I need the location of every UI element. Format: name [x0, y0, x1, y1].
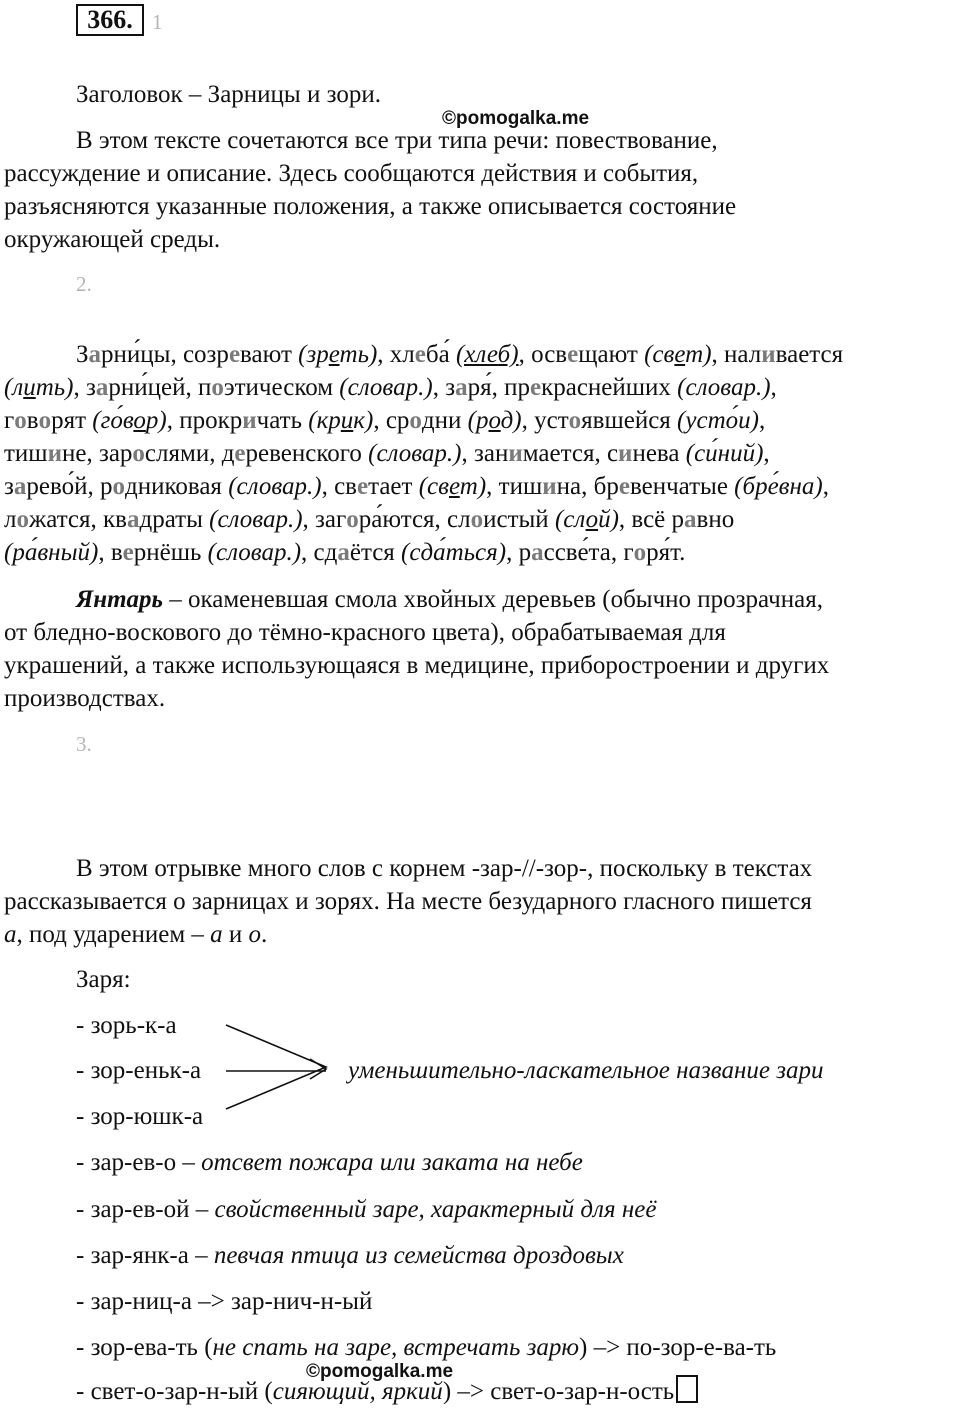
item-zaryanka: - зар-янк-а – певчая птица из семейства дроздовых: [76, 1242, 624, 1269]
part3-label: 3.: [76, 732, 92, 756]
watermark-bottom: ©pomogalka.me: [306, 1361, 454, 1382]
item-zarevoy: - зар-ев-ой – свойственный заре, характерный для неё: [76, 1196, 657, 1223]
item-zarnitsa: - зар-ниц-а –> зар-нич-н-ый: [76, 1288, 373, 1315]
analysis-line-2: (лить), зарни́цей, поэтическом (словар.), заря́, прекраснейших (словар.),: [4, 374, 777, 401]
part1-line-1: В этом тексте сочетаются все три типа речи: повествование,: [76, 127, 718, 154]
analysis-line-7: (ра́вный), вернёшь (словар.), сдаётся (сда́ться), рассве́та, горя́т.: [4, 539, 686, 566]
group-bracket-arrow: [222, 1015, 342, 1119]
analysis-line-5: зарево́й, родниковая (словар.), светает (свет), тишина, бревенчатые (бре́вна),: [4, 473, 829, 500]
group-item-1: - зорь-к-а: [76, 1012, 177, 1039]
zarya-label: Заря:: [76, 966, 131, 993]
item-zorevat: - зор-ева-ть (не спать на заре, встречать зарю) –> по-зор-е-ва-ть: [76, 1334, 777, 1361]
group-item-2: - зор-еньк-а: [76, 1057, 202, 1084]
amber-line-3: украшений, а также использующаяся в медицине, приборостроении и других: [4, 652, 830, 679]
analysis-line-1: Зарни́цы, созревают (зреть), хлеба́ (хлеб), освещают (свет), наливается: [76, 341, 844, 368]
item-svetozar: - свет-о-зар-н-ый (сияющий, яркий) –> свет-о-зар-н-ость: [76, 1375, 698, 1408]
amber-line-4: производствах.: [4, 685, 166, 712]
analysis-line-3: говорят (го́вор), прокричать (крик), сродни (род), устоявшейся (усто́и),: [4, 407, 766, 434]
part3-line-1: В этом отрывке много слов с корнем -зар-//-зор-, поскольку в текстах: [76, 855, 813, 882]
part1-line-2: рассуждение и описание. Здесь сообщаются действия и события,: [4, 160, 699, 187]
part2-label: 2.: [76, 272, 92, 296]
part1-line-3: разъясняются указанные положения, а также описывается состояние: [4, 193, 737, 220]
amber-line-2: от бледно-воскового до тёмно-красного цвета), обрабатываемая для: [4, 619, 726, 646]
task-number: 366.: [76, 4, 144, 36]
amber-line-1: Янтарь – окаменевшая смола хвойных деревьев (обычно прозрачная,: [76, 586, 823, 613]
part1-label: 1: [152, 10, 163, 34]
part3-line-3: а, под ударением – а и о.: [4, 921, 268, 948]
end-box-icon: [676, 1375, 698, 1403]
item-zarevo: - зар-ев-о – отсвет пожара или заката на небе: [76, 1149, 583, 1176]
part3-line-2: рассказывается о зарницах и зорях. На месте безударного гласного пишется: [4, 888, 812, 915]
title-line: Заголовок – Зарницы и зори.: [76, 81, 381, 108]
group-item-3: - зор-юшк-а: [76, 1103, 204, 1130]
analysis-line-4: тишине, зарослями, деревенского (словар.), занимается, синева (си́ний),: [4, 440, 770, 467]
analysis-line-6: ложатся, квадраты (словар.), загора́ются, слоистый (слой), всё равно: [4, 506, 735, 533]
part1-line-4: окружающей среды.: [4, 226, 221, 253]
amber-term: Янтарь: [76, 586, 163, 613]
group-meaning: уменьшительно-ласкательное название зари: [348, 1057, 824, 1084]
watermark-top: ©pomogalka.me: [442, 108, 590, 129]
